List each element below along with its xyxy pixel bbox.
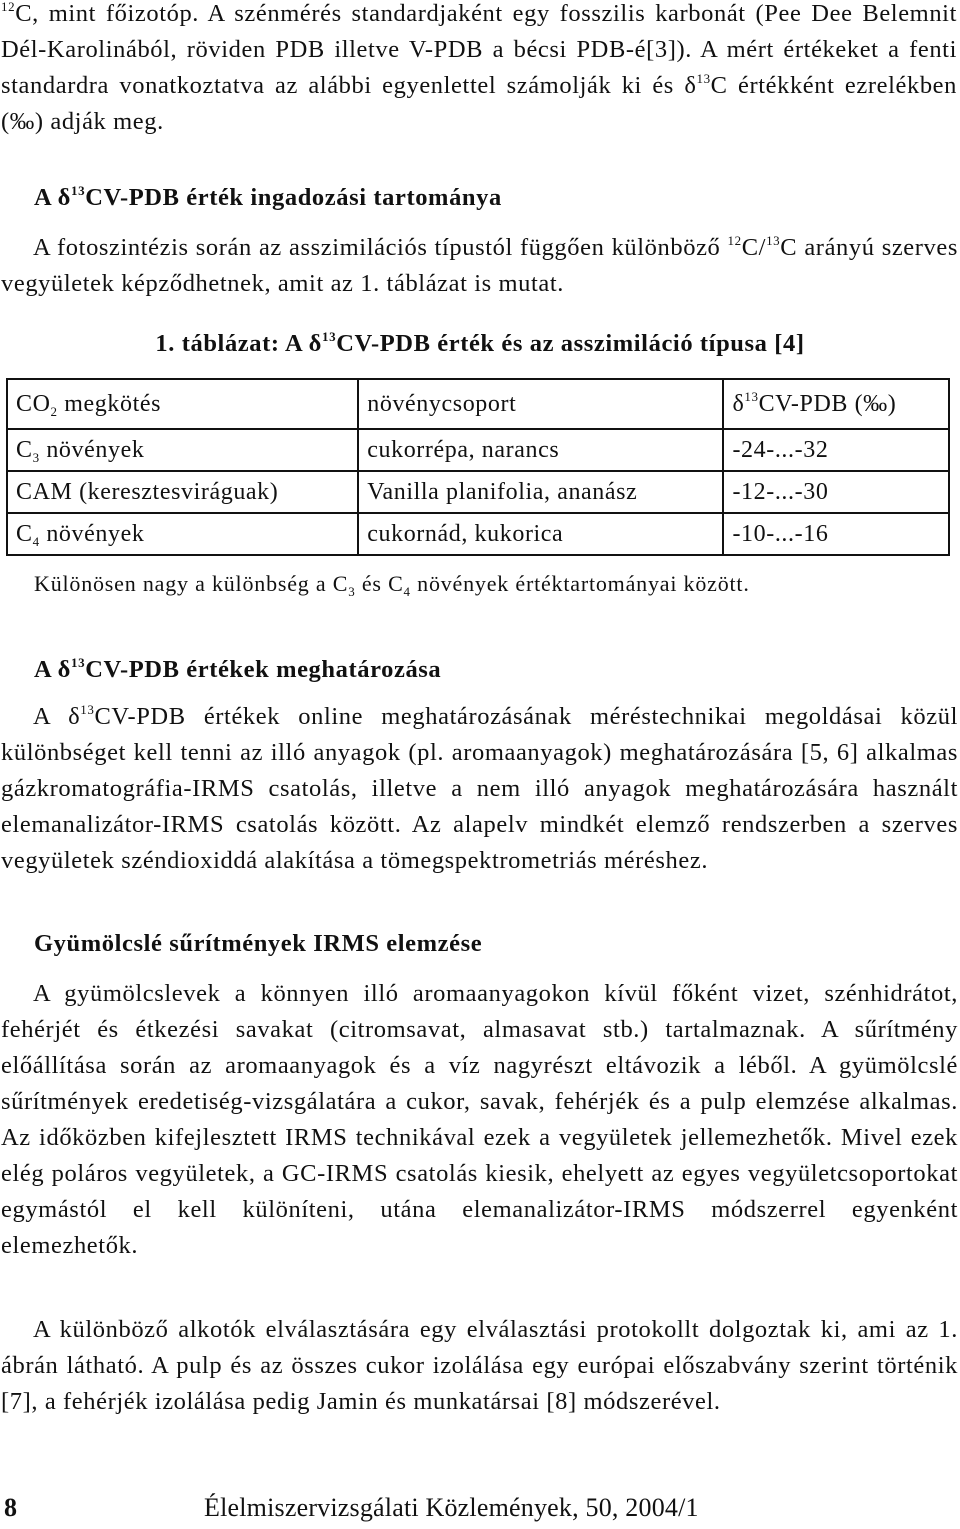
table-row: $C_3$ növények cukorrépa, narancs -24-...-32 [7, 429, 949, 471]
section-heading-determination: A $\delta^{13}CV$-PDB értékek meghatározása [34, 655, 442, 683]
header-cell-group: növénycsoport [358, 379, 723, 429]
page-number: 8 [4, 1493, 18, 1522]
superscript: 12 [1, 0, 16, 14]
section3-paragraph-1: A gyümölcslevek a könnyen illó aromaanyagokon kívül főként vizet, szénhidrátot, fehérjét és étkezési savakat (citromsavat, almasavat stb.) tartalmaznak. A sűrítmény előállítása során az aromaanyagok és a víz nagyrészt eltávozik a léből. A gyümölcslé sűrítmények eredetiség-vizsgálatára a cukor, savak, fehérjék és a pulp elemzése alkalmas. Az időközben kifejlesztett IRMS technikával ezek a vegyületek jellemezhetők. Mivel ezek elég poláros vegyületek, a GC-IRMS csatolás kiesik, ehelyett az egyes vegyületcsoportokat egymástól el kell különíteni, utána elemanalizátor-IRMS módszerrel egyenként elemezhetők. [1, 980, 958, 1259]
header-cell-co2: $CO_2$ megkötés [7, 379, 358, 429]
intro-text-end: C értékként ezrelékben (‰) adják meg. [1, 72, 957, 135]
section2-paragraph: A $\delta^{13}CV$-PDB értékek online meghatározásának méréstechnikai megoldásai közül különbséget kell tenni az illó anyagok (pl. aromaanyagok) meghatározására [5, 6] alkalmas gázkromatográfia-IRMS csatolás, illetve a nem illó anyagok meghatározására használt elemanalizátor-IRMS csatolás között. Az alapelv mindkét elemző rendszerben a szerves vegyületek széndioxiddá alakítása a tömegspektrometriás méréshez. [1, 702, 958, 874]
table-header-row [7, 379, 949, 429]
superscript: 13 [696, 71, 711, 86]
section-heading-juice: Gyümölcslé sűrítmények IRMS elemzése [34, 930, 483, 957]
intro-text: C, mint főizotóp. A szénmérés standardjaként egy fosszilis karbonát (Pee Dee Belemnit Dél-Karolinából, röviden PDB illetve V-PDB a bécsi PDB-é[3]). A mért értékeket a fenti standardra vonatkoztatva az alábbi egyenlettel számolják ki és δ [1, 0, 957, 99]
section-heading-range: A $\delta^{13}CV$-PDB érték ingadozási tartománya [34, 183, 502, 211]
section1-paragraph: A fotoszintézis során az asszimilációs típustól függően különböző $^{12}$C/$^{13}$C arányú szerves vegyületek képződhetnek, amit az 1. táblázat is mutat. [1, 233, 958, 297]
journal-title: Élelmiszervizsgálati Közlemények, 50, 2004/1 [204, 1493, 699, 1522]
section3-paragraph-2: A különböző alkotók elválasztására egy elválasztási protokollt dolgoztak ki, ami az 1. ábrán látható. A pulp és az összes cukor izolálása egy európai előszabvány szerint történik [7], a fehérjék izolálása pedig Jamin és munkatársai [8] módszerével. [1, 1316, 958, 1415]
isotope-table [6, 378, 950, 556]
table-caption: 1. táblázat: A $\delta^{13}CV$-PDB érték és az asszimiláció típusa [4] [155, 329, 805, 357]
table-row: CAM (keresztesviráguak) Vanilla planifolia, ananász -12-...-30 [7, 471, 949, 513]
table-row: $C_4$ növények cukornád, kukorica -10-...-16 [7, 513, 949, 555]
table-note: Különösen nagy a különbség a $C_3$ és $C_4$ növények értéktartományai között. [34, 571, 750, 599]
header-cell-delta: $\delta^{13}CV$-PDB (‰) [723, 379, 949, 429]
intro-paragraph [1, 0, 957, 140]
